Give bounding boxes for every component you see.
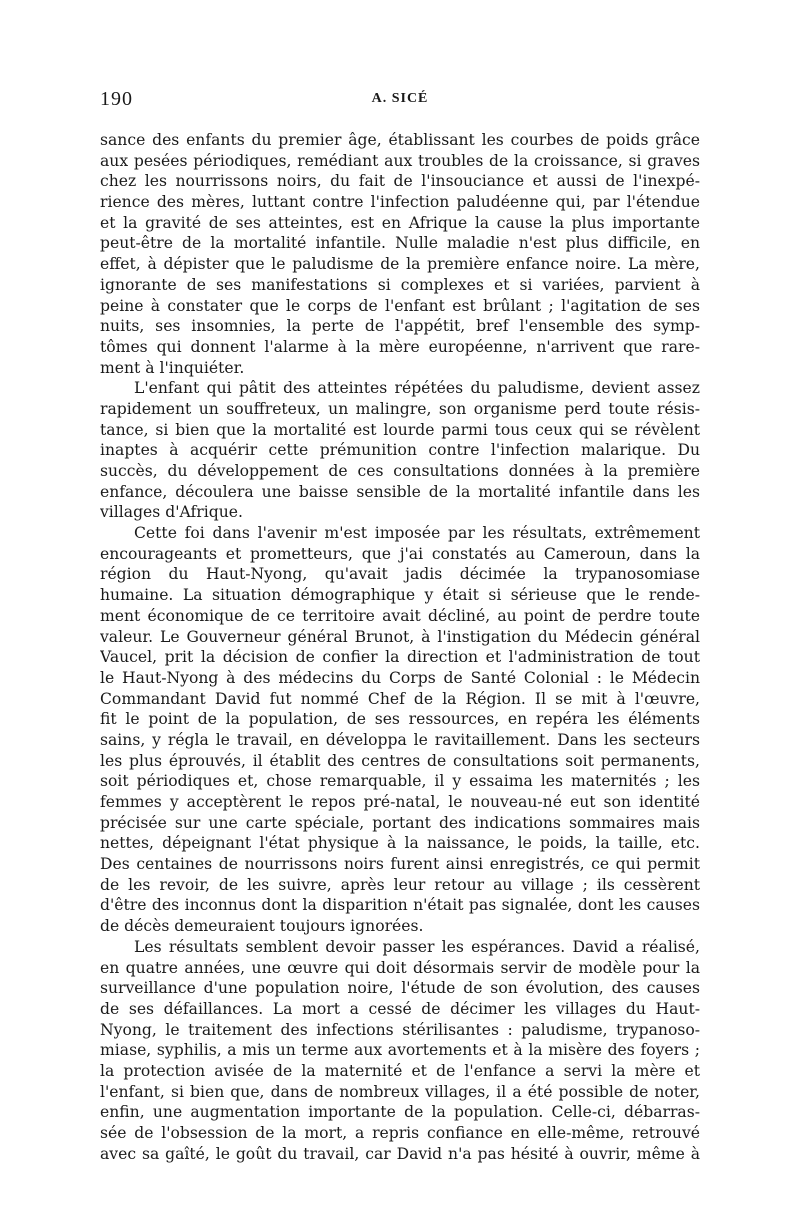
text-line: ment économique de ce territoire avait décliné, au point de perdre toute [100, 606, 700, 625]
text-line: de décès demeuraient toujours ignorées. [100, 917, 424, 936]
text-line: de les revoir, de les suivre, après leur retour au village ; ils cessèrent [100, 875, 700, 894]
text-line: chez les nourrissons noirs, du fait de l'insouciance et aussi de l'inexpé- [100, 172, 700, 191]
text-line: sains, y régla le travail, en développa le ravitaillement. Dans les secteurs [100, 730, 700, 749]
text-line: la protection avisée de la maternité et de l'enfance a servi la mère et [100, 1061, 700, 1080]
text-line: les plus éprouvés, il établit des centres de consultations soit permanents, [100, 751, 700, 770]
text-line: humaine. La situation démographique y était si sérieuse que le rende- [100, 586, 700, 605]
text-line: sance des enfants du premier âge, établissant les courbes de poids grâce [100, 131, 700, 149]
text-line: ment à l'inquiéter. [100, 358, 245, 377]
text-line: tômes qui donnent l'alarme à la mère européenne, n'arrivent que rare- [100, 337, 700, 356]
text-line: soit périodiques et, chose remarquable, il y essaima les maternités ; les [100, 772, 700, 791]
text-line: avec sa gaîté, le goût du travail, car David n'a pas hésité à ouvrir, même à [100, 1144, 700, 1163]
text-line: Des centaines de nourrissons noirs furent ainsi enregistrés, ce qui permit [100, 855, 700, 874]
text-line: rapidement un souffreteux, un malingre, son organisme perd toute résis- [100, 399, 700, 418]
text-line: peine à constater que le corps de l'enfant est brûlant ; l'agitation de ses [100, 296, 700, 315]
body-text [100, 130, 700, 1164]
page-number: 190 [100, 88, 133, 110]
text-line: en quatre années, une œuvre qui doit désormais servir de modèle pour la [100, 958, 700, 977]
text-line: précisée sur une carte spéciale, portant des indications sommaires mais [100, 813, 700, 832]
text-line: encourageants et prometteurs, que j'ai constatés au Cameroun, dans la [100, 544, 700, 563]
text-line: nuits, ses insomnies, la perte de l'appétit, bref l'ensemble des symp- [100, 317, 700, 336]
running-head [100, 88, 700, 112]
text-line: Vaucel, prit la décision de confier la direction et l'administration de tout [100, 648, 700, 667]
text-line: miase, syphilis, a mis un terme aux avortements et à la misère des foyers ; [100, 1041, 700, 1060]
text-line: enfin, une augmentation importante de la population. Celle-ci, débarras- [100, 1103, 700, 1122]
running-title-author: A. SICÉ [371, 91, 429, 106]
text-line: fit le point de la population, de ses ressources, en repéra les éléments [100, 710, 700, 729]
text-line: Les résultats semblent devoir passer les espérances. David a réalisé, [134, 937, 700, 956]
text-line: valeur. Le Gouverneur général Brunot, à l'instigation du Médecin général [100, 627, 700, 646]
text-line: tance, si bien que la mortalité est lourde parmi tous ceux qui se révèlent [100, 420, 700, 439]
text-line: sée de l'obsession de la mort, a repris confiance en elle-même, retrouvé [100, 1124, 700, 1142]
text-line: Cette foi dans l'avenir m'est imposée par les résultats, extrêmement [134, 524, 700, 543]
text-line: et la gravité de ses atteintes, est en Afrique la cause la plus importante [100, 213, 700, 232]
text-line: enfance, découlera une baisse sensible de la mortalité infantile dans les [100, 482, 700, 501]
text-line: Nyong, le traitement des infections stérilisantes : paludisme, trypanoso- [100, 1020, 700, 1039]
text-line: le Haut-Nyong à des médecins du Corps de Santé Colonial : le Médecin [100, 668, 700, 687]
text-line: rience des mères, luttant contre l'infection paludéenne qui, par l'étendue [100, 193, 700, 212]
text-line: ignorante de ses manifestations si complexes et si variées, parvient à [100, 275, 700, 294]
text-line: l'enfant, si bien que, dans de nombreux villages, il a été possible de noter, [100, 1082, 700, 1101]
text-line: inaptes à acquérir cette prémunition contre l'infection malarique. Du [100, 441, 700, 460]
text-line: succès, du développement de ces consultations données à la première [100, 462, 700, 480]
text-line: L'enfant qui pâtit des atteintes répétées du paludisme, devient assez [134, 379, 700, 398]
text-line: femmes y acceptèrent le repos pré-natal, le nouveau-né eut son identité [100, 793, 700, 811]
text-line: surveillance d'une population noire, l'étude de son évolution, des causes [100, 979, 700, 998]
text-line: nettes, dépeignant l'état physique à la naissance, le poids, la taille, etc. [100, 834, 700, 853]
text-line: d'être des inconnus dont la disparition n'était pas signalée, dont les causes [100, 896, 700, 915]
text-line: de ses défaillances. La mort a cessé de décimer les villages du Haut- [100, 999, 700, 1018]
text-line: Commandant David fut nommé Chef de la Région. Il se mit à l'œuvre, [100, 689, 700, 708]
text-line: région du Haut-Nyong, qu'avait jadis décimée la trypanosomiase [100, 565, 700, 584]
text-line: aux pesées périodiques, remédiant aux troubles de la croissance, si graves [100, 151, 700, 170]
text-line: effet, à dépister que le paludisme de la première enfance noire. La mère, [100, 255, 700, 274]
text-line: peut-être de la mortalité infantile. Nulle maladie n'est plus difficile, en [100, 234, 700, 253]
text-line: villages d'Afrique. [100, 503, 243, 522]
